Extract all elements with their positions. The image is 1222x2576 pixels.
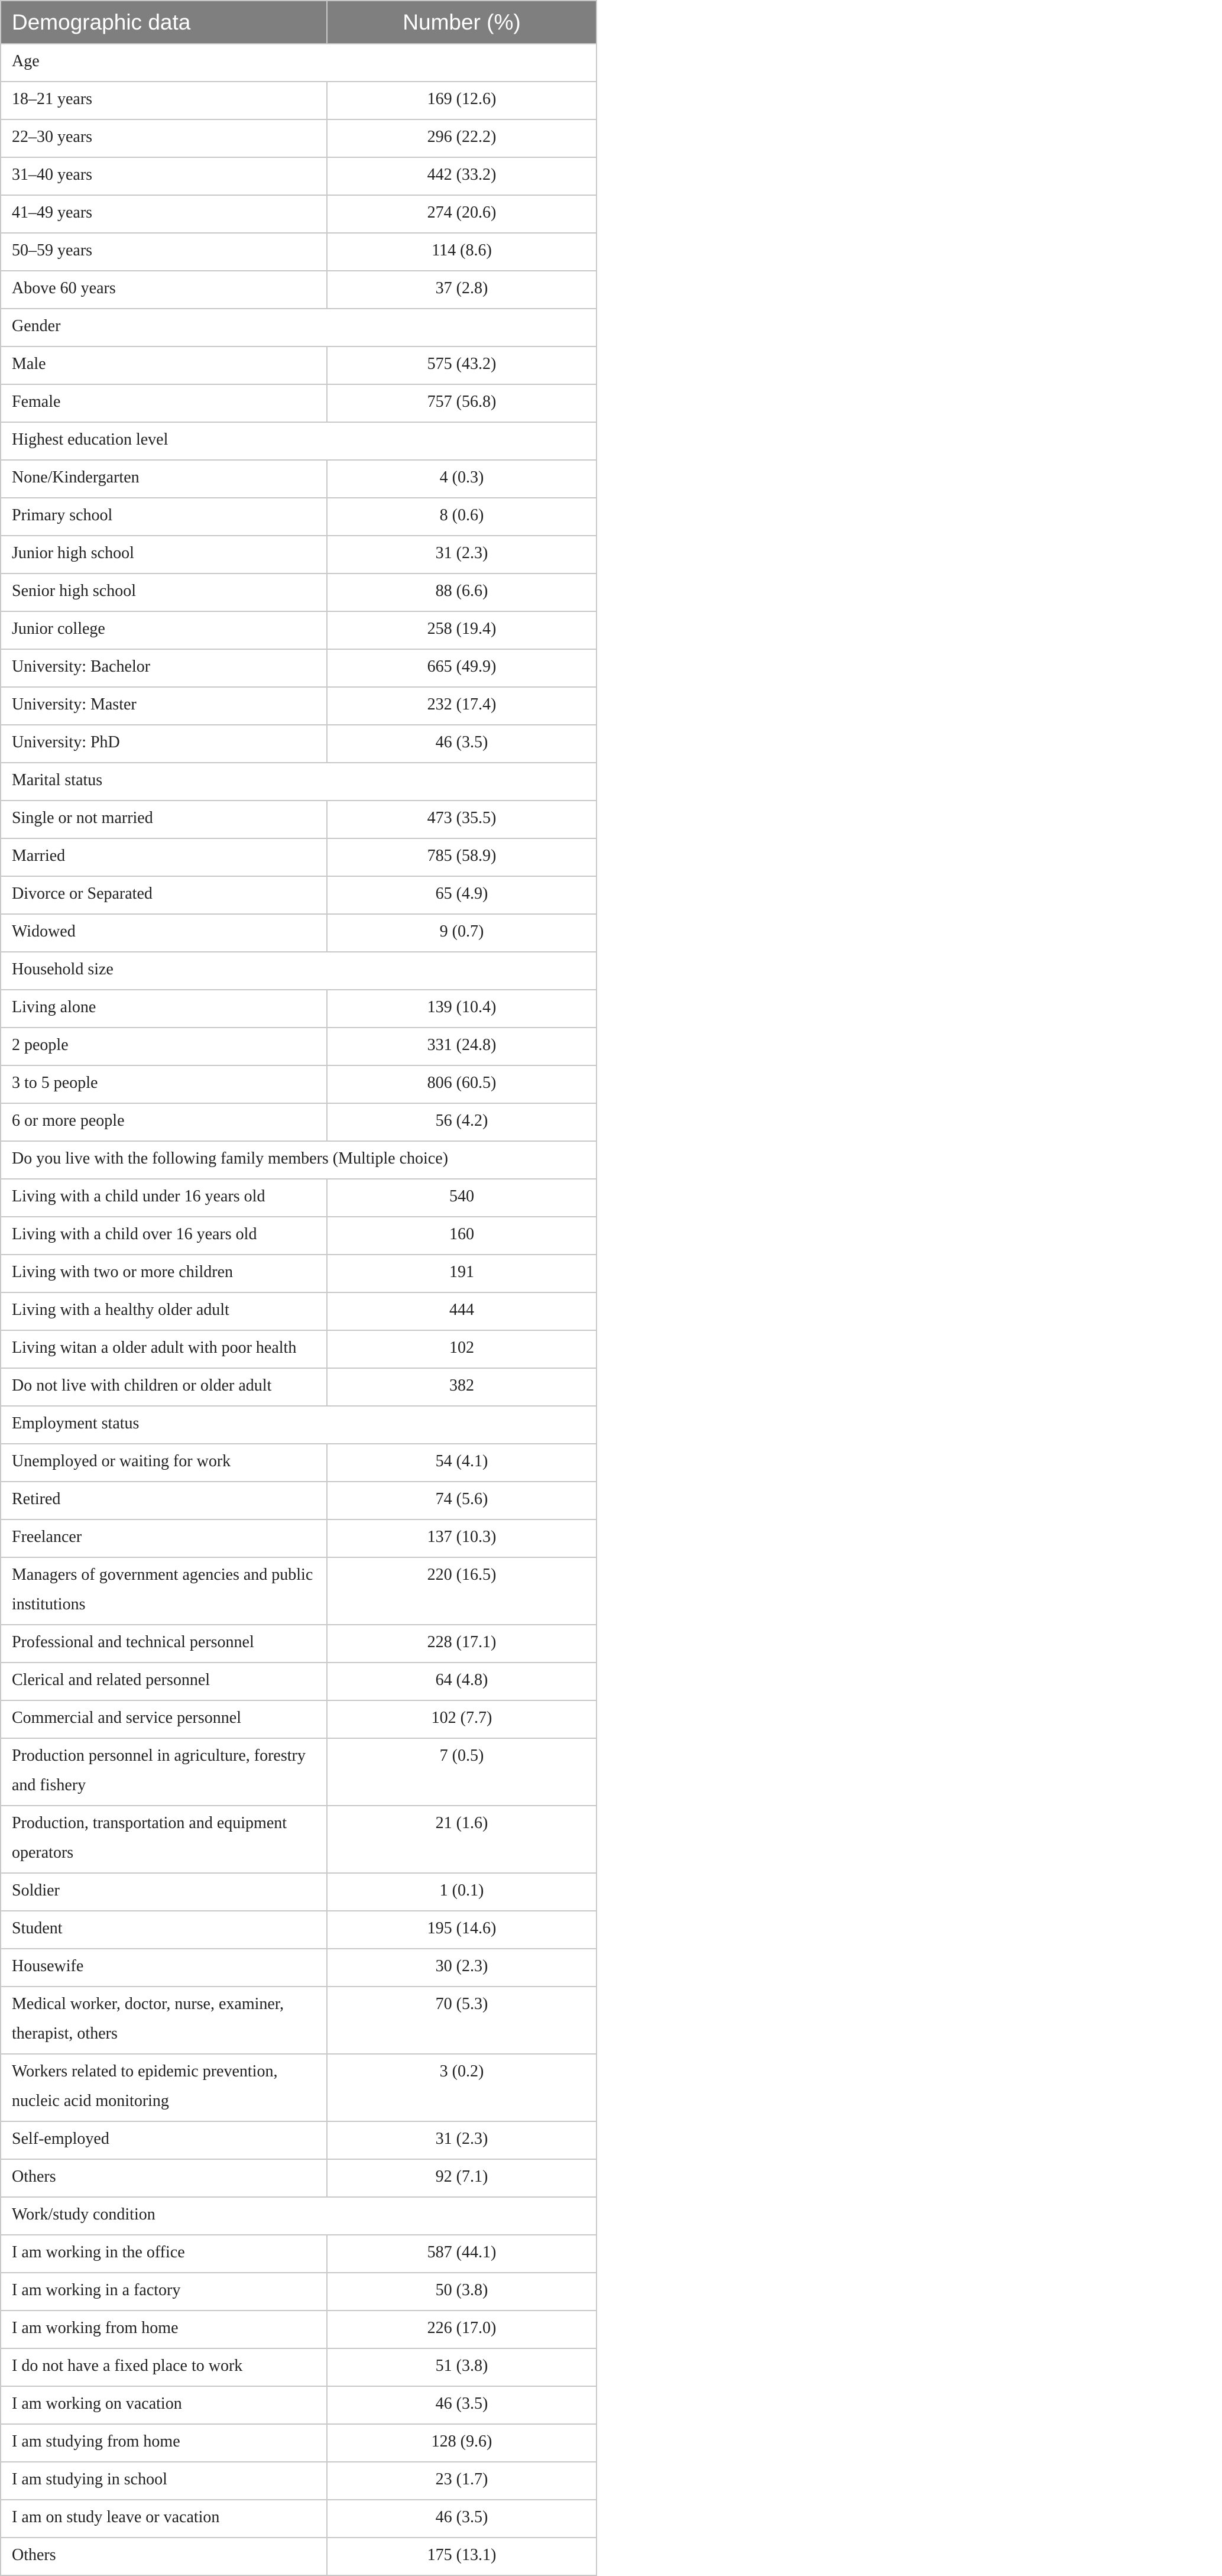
row-value: 23 (1.7)	[327, 2462, 597, 2500]
table-row	[1, 1557, 597, 1625]
table-row	[1, 687, 597, 725]
row-label: Production, transportation and equipment operators	[1, 1806, 327, 1873]
table-row	[1, 233, 597, 271]
row-label: Freelancer	[1, 1519, 327, 1557]
row-value: 3 (0.2)	[327, 2054, 597, 2121]
row-value: 331 (24.8)	[327, 1028, 597, 1065]
row-label: Junior college	[1, 611, 327, 649]
row-label: Commercial and service personnel	[1, 1700, 327, 1738]
table-row	[1, 1179, 597, 1217]
table-row	[1, 271, 597, 309]
table-row	[1, 195, 597, 233]
table-row	[1, 119, 597, 157]
table-row	[1, 1292, 597, 1330]
section-heading: Gender	[1, 309, 597, 346]
row-value: 587 (44.1)	[327, 2235, 597, 2273]
table-row	[1, 2500, 597, 2538]
row-value: 296 (22.2)	[327, 119, 597, 157]
row-value: 46 (3.5)	[327, 2500, 597, 2538]
row-value: 74 (5.6)	[327, 1482, 597, 1519]
row-value: 665 (49.9)	[327, 649, 597, 687]
row-label: I am studying in school	[1, 2462, 327, 2500]
row-label: Student	[1, 1911, 327, 1949]
row-label: Senior high school	[1, 573, 327, 611]
row-label: Divorce or Separated	[1, 876, 327, 914]
row-value: 220 (16.5)	[327, 1557, 597, 1625]
table-row	[1, 2462, 597, 2500]
table-row	[1, 1873, 597, 1911]
row-label: 22–30 years	[1, 119, 327, 157]
table-row	[1, 346, 597, 384]
header-demographic-data: Demographic data	[1, 1, 327, 44]
table-row	[1, 2424, 597, 2462]
table-row	[1, 1217, 597, 1255]
table-row	[1, 1806, 597, 1873]
section-row	[1, 2197, 597, 2235]
row-label: Retired	[1, 1482, 327, 1519]
row-value: 64 (4.8)	[327, 1663, 597, 1700]
row-value: 757 (56.8)	[327, 384, 597, 422]
row-value: 30 (2.3)	[327, 1949, 597, 1987]
row-label: Living with two or more children	[1, 1255, 327, 1292]
row-value: 21 (1.6)	[327, 1806, 597, 1873]
row-value: 51 (3.8)	[327, 2348, 597, 2386]
section-row	[1, 763, 597, 801]
table-row	[1, 498, 597, 536]
table-row	[1, 2273, 597, 2311]
row-label: I am on study leave or vacation	[1, 2500, 327, 2538]
row-value: 102	[327, 1330, 597, 1368]
table-row	[1, 1255, 597, 1292]
row-label: Soldier	[1, 1873, 327, 1911]
row-label: 31–40 years	[1, 157, 327, 195]
row-value: 575 (43.2)	[327, 346, 597, 384]
row-value: 92 (7.1)	[327, 2159, 597, 2197]
row-value: 50 (3.8)	[327, 2273, 597, 2311]
row-label: Widowed	[1, 914, 327, 952]
table-row	[1, 384, 597, 422]
row-label: 18–21 years	[1, 82, 327, 119]
row-label: University: Master	[1, 687, 327, 725]
row-label: Junior high school	[1, 536, 327, 573]
table-row	[1, 2159, 597, 2197]
row-label: Housewife	[1, 1949, 327, 1987]
row-label: 2 people	[1, 1028, 327, 1065]
table-row	[1, 838, 597, 876]
row-value: 37 (2.8)	[327, 271, 597, 309]
row-label: Workers related to epidemic prevention, nucleic acid monitoring	[1, 2054, 327, 2121]
row-value: 232 (17.4)	[327, 687, 597, 725]
row-value: 191	[327, 1255, 597, 1292]
section-heading: Highest education level	[1, 422, 597, 460]
row-label: I do not have a fixed place to work	[1, 2348, 327, 2386]
table-row	[1, 611, 597, 649]
table-row	[1, 1911, 597, 1949]
row-label: Do not live with children or older adult	[1, 1368, 327, 1406]
row-label: Living witan a older adult with poor health	[1, 1330, 327, 1368]
row-value: 382	[327, 1368, 597, 1406]
row-value: 88 (6.6)	[327, 573, 597, 611]
row-label: 41–49 years	[1, 195, 327, 233]
row-label: Production personnel in agriculture, forestry and fishery	[1, 1738, 327, 1806]
row-value: 31 (2.3)	[327, 2121, 597, 2159]
table-row	[1, 725, 597, 763]
row-label: Others	[1, 2538, 327, 2575]
table-row	[1, 1949, 597, 1987]
row-value: 169 (12.6)	[327, 82, 597, 119]
section-row	[1, 1406, 597, 1444]
table-row	[1, 2348, 597, 2386]
row-value: 444	[327, 1292, 597, 1330]
table-row	[1, 1368, 597, 1406]
header-number-percent: Number (%)	[327, 1, 597, 44]
row-value: 7 (0.5)	[327, 1738, 597, 1806]
section-row	[1, 422, 597, 460]
row-label: Single or not married	[1, 801, 327, 838]
row-label: Married	[1, 838, 327, 876]
row-value: 31 (2.3)	[327, 536, 597, 573]
row-value: 56 (4.2)	[327, 1103, 597, 1141]
row-value: 785 (58.9)	[327, 838, 597, 876]
row-label: Primary school	[1, 498, 327, 536]
section-heading: Marital status	[1, 763, 597, 801]
row-value: 540	[327, 1179, 597, 1217]
row-value: 139 (10.4)	[327, 990, 597, 1028]
row-value: 274 (20.6)	[327, 195, 597, 233]
row-value: 1 (0.1)	[327, 1873, 597, 1911]
row-label: Living alone	[1, 990, 327, 1028]
row-value: 195 (14.6)	[327, 1911, 597, 1949]
row-value: 54 (4.1)	[327, 1444, 597, 1482]
table-row	[1, 1103, 597, 1141]
section-heading: Employment status	[1, 1406, 597, 1444]
row-label: Others	[1, 2159, 327, 2197]
row-label: Unemployed or waiting for work	[1, 1444, 327, 1482]
row-label: Medical worker, doctor, nurse, examiner, therapist, others	[1, 1987, 327, 2054]
row-label: 3 to 5 people	[1, 1065, 327, 1103]
table-row	[1, 1663, 597, 1700]
table-row	[1, 2121, 597, 2159]
row-value: 226 (17.0)	[327, 2311, 597, 2348]
section-row	[1, 44, 597, 82]
row-label: I am working in the office	[1, 2235, 327, 2273]
section-heading: Household size	[1, 952, 597, 990]
table-row	[1, 1444, 597, 1482]
section-row	[1, 309, 597, 346]
row-label: Above 60 years	[1, 271, 327, 309]
row-value: 9 (0.7)	[327, 914, 597, 952]
section-row	[1, 1141, 597, 1179]
row-value: 4 (0.3)	[327, 460, 597, 498]
table-row	[1, 82, 597, 119]
row-value: 258 (19.4)	[327, 611, 597, 649]
section-row	[1, 952, 597, 990]
table-row	[1, 573, 597, 611]
table-row	[1, 2538, 597, 2575]
table-row	[1, 1738, 597, 1806]
row-value: 46 (3.5)	[327, 725, 597, 763]
row-label: Self-employed	[1, 2121, 327, 2159]
row-label: University: Bachelor	[1, 649, 327, 687]
row-value: 473 (35.5)	[327, 801, 597, 838]
section-heading: Age	[1, 44, 597, 82]
table-row	[1, 1330, 597, 1368]
table-row	[1, 1700, 597, 1738]
table-row	[1, 2311, 597, 2348]
table-row	[1, 460, 597, 498]
table-row	[1, 1519, 597, 1557]
table-row	[1, 1065, 597, 1103]
header-row	[1, 1, 597, 44]
table-row	[1, 2235, 597, 2273]
row-value: 8 (0.6)	[327, 498, 597, 536]
table-body	[1, 44, 597, 2575]
section-heading: Do you live with the following family members (Multiple choice)	[1, 1141, 597, 1179]
table-row	[1, 914, 597, 952]
row-label: Professional and technical personnel	[1, 1625, 327, 1663]
table-row	[1, 2054, 597, 2121]
row-label: Living with a child over 16 years old	[1, 1217, 327, 1255]
row-label: Managers of government agencies and public institutions	[1, 1557, 327, 1625]
table-row	[1, 876, 597, 914]
table-row	[1, 1028, 597, 1065]
row-value: 228 (17.1)	[327, 1625, 597, 1663]
row-label: Female	[1, 384, 327, 422]
row-label: Male	[1, 346, 327, 384]
row-value: 70 (5.3)	[327, 1987, 597, 2054]
row-label: 50–59 years	[1, 233, 327, 271]
row-label: I am working in a factory	[1, 2273, 327, 2311]
section-heading: Work/study condition	[1, 2197, 597, 2235]
row-value: 442 (33.2)	[327, 157, 597, 195]
demographic-table	[0, 0, 597, 2576]
row-value: 114 (8.6)	[327, 233, 597, 271]
row-label: I am working from home	[1, 2311, 327, 2348]
row-value: 65 (4.9)	[327, 876, 597, 914]
row-label: University: PhD	[1, 725, 327, 763]
row-label: Living with a healthy older adult	[1, 1292, 327, 1330]
table-row	[1, 649, 597, 687]
row-value: 160	[327, 1217, 597, 1255]
row-label: Clerical and related personnel	[1, 1663, 327, 1700]
table-row	[1, 1625, 597, 1663]
row-value: 46 (3.5)	[327, 2386, 597, 2424]
table-row	[1, 536, 597, 573]
row-label: 6 or more people	[1, 1103, 327, 1141]
row-label: I am studying from home	[1, 2424, 327, 2462]
row-value: 128 (9.6)	[327, 2424, 597, 2462]
table-row	[1, 1987, 597, 2054]
table-row	[1, 990, 597, 1028]
row-value: 806 (60.5)	[327, 1065, 597, 1103]
table-row	[1, 2386, 597, 2424]
row-value: 137 (10.3)	[327, 1519, 597, 1557]
table-row	[1, 1482, 597, 1519]
row-value: 175 (13.1)	[327, 2538, 597, 2575]
row-label: I am working on vacation	[1, 2386, 327, 2424]
row-value: 102 (7.7)	[327, 1700, 597, 1738]
table-row	[1, 157, 597, 195]
table-row	[1, 801, 597, 838]
row-label: None/Kindergarten	[1, 460, 327, 498]
row-label: Living with a child under 16 years old	[1, 1179, 327, 1217]
